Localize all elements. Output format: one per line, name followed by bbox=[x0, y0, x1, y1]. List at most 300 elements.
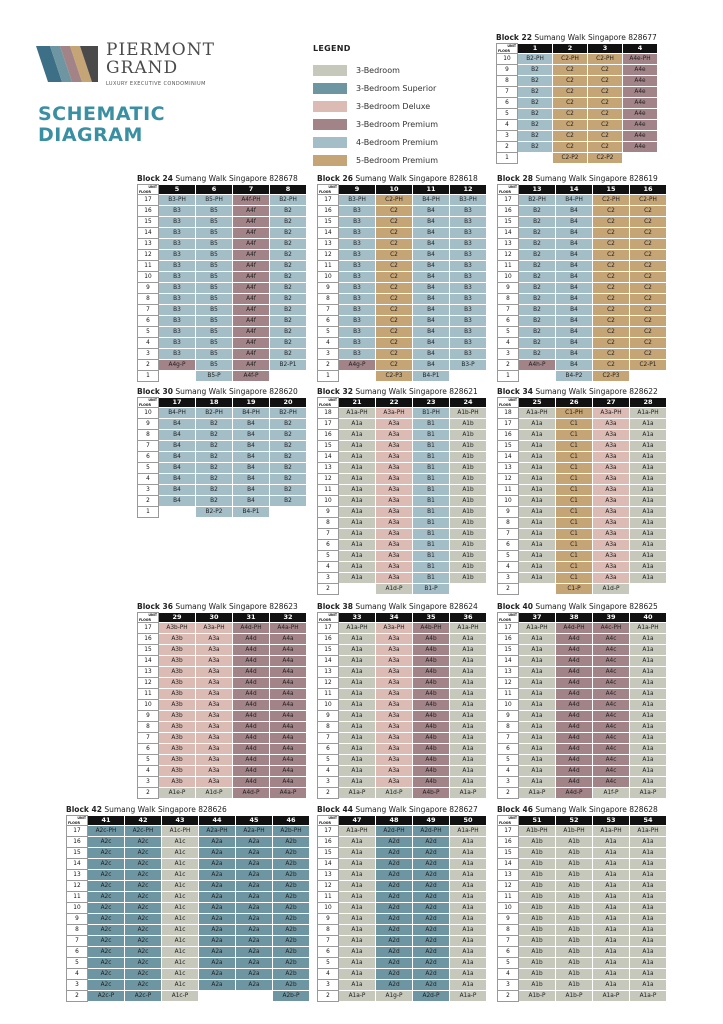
unit-number-header: 44 bbox=[199, 816, 236, 826]
unit-type-cell: A1a bbox=[339, 689, 376, 700]
floor-row bbox=[138, 496, 307, 507]
unit-type-cell: A1b bbox=[450, 529, 487, 540]
block-address: Sumang Walk Singapore 828619 bbox=[535, 174, 658, 183]
unit-type-cell: B5 bbox=[196, 316, 233, 327]
unit-type-cell: B3 bbox=[450, 283, 487, 294]
floor-number: 8 bbox=[318, 925, 339, 936]
floor-row bbox=[318, 272, 487, 283]
unit-type-cell: C2 bbox=[588, 109, 623, 120]
unit-type-cell: A1a bbox=[630, 689, 667, 700]
block-name: Block 26 bbox=[317, 174, 353, 183]
unit-type-cell: A3b bbox=[159, 667, 196, 678]
floor-number: 13 bbox=[498, 463, 519, 474]
unit-type-cell: A1a bbox=[339, 441, 376, 452]
unit-type-cell: B2 bbox=[519, 283, 556, 294]
unit-type-cell: C2 bbox=[553, 142, 588, 153]
unit-type-cell: C2 bbox=[630, 349, 667, 360]
unit-type-cell: B2 bbox=[519, 206, 556, 217]
unit-type-cell: A4d-PH bbox=[556, 623, 593, 634]
unit-number-header: 43 bbox=[162, 816, 199, 826]
unit-type-cell: A2a bbox=[199, 936, 236, 947]
unit-type-cell: B3 bbox=[339, 283, 376, 294]
unit-type-cell: A4e bbox=[623, 120, 658, 131]
unit-type-cell: C2 bbox=[553, 65, 588, 76]
unit-type-cell: A2a bbox=[199, 848, 236, 859]
legend-label: 3-Bedroom Premium bbox=[356, 119, 439, 129]
floor-number: 11 bbox=[498, 261, 519, 272]
unit-type-cell: A1g-P bbox=[376, 991, 413, 1002]
unit-type-cell: B3 bbox=[450, 338, 487, 349]
floor-row bbox=[498, 667, 667, 678]
floor-number: 7 bbox=[138, 305, 159, 316]
floor-number: 4 bbox=[318, 766, 339, 777]
floor-number: 10 bbox=[498, 496, 519, 507]
unit-type-cell: A3a bbox=[376, 722, 413, 733]
unit-type-cell: A3a bbox=[593, 419, 630, 430]
block-38 bbox=[317, 601, 487, 799]
unit-type-cell: A1a bbox=[593, 947, 630, 958]
unit-type-cell: A2c bbox=[88, 892, 125, 903]
block-address: Sumang Walk Singapore 828621 bbox=[355, 387, 478, 396]
unit-type-cell: B4 bbox=[413, 294, 450, 305]
unit-type-cell: A3a bbox=[196, 766, 233, 777]
unit-type-cell: A3a bbox=[593, 573, 630, 584]
unit-type-cell: A1a bbox=[519, 551, 556, 562]
unit-type-cell: A2c bbox=[125, 870, 162, 881]
unit-type-cell: B2 bbox=[270, 430, 307, 441]
unit-type-cell: A2d bbox=[376, 848, 413, 859]
unit-type-cell: B5 bbox=[196, 206, 233, 217]
unit-type-cell: A4d bbox=[556, 634, 593, 645]
unit-type-cell: B3-PH bbox=[339, 195, 376, 206]
floor-number: 14 bbox=[138, 228, 159, 239]
floor-row bbox=[318, 551, 487, 562]
unit-type-cell: A1a bbox=[339, 903, 376, 914]
unit-header-row bbox=[498, 398, 667, 408]
floor-number: 3 bbox=[498, 349, 519, 360]
unit-type-cell: C2 bbox=[630, 327, 667, 338]
floor-row bbox=[498, 250, 667, 261]
unit-type-cell: C2-P2 bbox=[553, 153, 588, 164]
floor-row bbox=[138, 722, 307, 733]
floor-number: 5 bbox=[498, 755, 519, 766]
floor-number: 6 bbox=[498, 744, 519, 755]
unit-type-cell: A1a bbox=[630, 529, 667, 540]
unit-type-cell: A1a bbox=[339, 925, 376, 936]
floor-row bbox=[498, 518, 667, 529]
unit-type-cell: A2c-PH bbox=[125, 826, 162, 837]
empty-cell bbox=[518, 153, 553, 164]
unit-type-cell: B3 bbox=[450, 217, 487, 228]
floor-number: 14 bbox=[138, 656, 159, 667]
unit-number-header: 8 bbox=[270, 185, 307, 195]
unit-type-cell: A4c bbox=[593, 744, 630, 755]
empty-cell bbox=[270, 371, 307, 382]
floor-number: 14 bbox=[318, 859, 339, 870]
floor-row bbox=[498, 645, 667, 656]
floor-row bbox=[498, 892, 667, 903]
unit-type-cell: B4 bbox=[233, 430, 270, 441]
legend-label: 3-Bedroom Deluxe bbox=[356, 101, 431, 111]
floor-number: 13 bbox=[318, 239, 339, 250]
unit-floor-corner bbox=[318, 816, 339, 826]
unit-type-cell: B4 bbox=[556, 338, 593, 349]
unit-type-cell: B4 bbox=[159, 474, 196, 485]
unit-type-cell: A2b-PH bbox=[273, 826, 310, 837]
unit-type-cell: A2b bbox=[273, 903, 310, 914]
unit-type-cell: C2 bbox=[376, 261, 413, 272]
unit-type-cell: A1c bbox=[162, 958, 199, 969]
floor-number: 3 bbox=[318, 349, 339, 360]
unit-type-cell: A4b bbox=[413, 700, 450, 711]
floor-row bbox=[498, 788, 667, 799]
floor-row bbox=[498, 338, 667, 349]
floor-row bbox=[498, 573, 667, 584]
unit-type-cell: A4a bbox=[270, 700, 307, 711]
floor-row bbox=[138, 667, 307, 678]
block-title bbox=[497, 601, 667, 612]
floor-number: 4 bbox=[498, 562, 519, 573]
unit-type-cell: B4 bbox=[233, 419, 270, 430]
unit-type-cell: B5 bbox=[196, 250, 233, 261]
floor-row bbox=[498, 228, 667, 239]
corner-unit-label: UNIT bbox=[508, 613, 517, 617]
block-title bbox=[317, 173, 487, 184]
floor-row bbox=[498, 969, 667, 980]
unit-type-cell: B4 bbox=[413, 338, 450, 349]
unit-type-cell: A2a bbox=[199, 892, 236, 903]
floor-row bbox=[498, 327, 667, 338]
floor-number: 9 bbox=[138, 419, 159, 430]
unit-type-cell: B2 bbox=[519, 250, 556, 261]
unit-type-cell: A2d bbox=[413, 980, 450, 991]
unit-type-cell: A1c-P bbox=[162, 991, 199, 1002]
floor-row bbox=[138, 656, 307, 667]
unit-number-header: 25 bbox=[519, 398, 556, 408]
unit-type-cell: A2a bbox=[199, 980, 236, 991]
floor-row bbox=[138, 623, 307, 634]
unit-type-cell: B2 bbox=[518, 142, 553, 153]
floor-number: 11 bbox=[498, 892, 519, 903]
unit-type-cell: A1b bbox=[556, 881, 593, 892]
unit-type-cell: C2 bbox=[630, 338, 667, 349]
floor-number: 11 bbox=[138, 261, 159, 272]
unit-number-header: 36 bbox=[450, 613, 487, 623]
floor-number: 11 bbox=[498, 485, 519, 496]
unit-type-cell: B3 bbox=[450, 228, 487, 239]
unit-type-cell: A1a bbox=[630, 914, 667, 925]
unit-type-cell: A1a bbox=[339, 551, 376, 562]
unit-type-cell: B4 bbox=[413, 228, 450, 239]
empty-cell bbox=[236, 991, 273, 1002]
unit-type-cell: A1c bbox=[162, 859, 199, 870]
floor-row bbox=[498, 689, 667, 700]
unit-type-cell: A1a bbox=[339, 562, 376, 573]
unit-type-cell: A1a bbox=[630, 700, 667, 711]
unit-type-cell: A2d bbox=[376, 947, 413, 958]
unit-number-header: 6 bbox=[196, 185, 233, 195]
unit-type-cell: A2c bbox=[125, 914, 162, 925]
unit-type-cell: A1a bbox=[593, 969, 630, 980]
unit-type-cell: B4 bbox=[413, 327, 450, 338]
unit-type-cell: C2 bbox=[593, 206, 630, 217]
floor-number: 15 bbox=[318, 441, 339, 452]
floor-number: 6 bbox=[498, 540, 519, 551]
block-title bbox=[497, 173, 667, 184]
floor-number: 2 bbox=[67, 991, 88, 1002]
empty-cell bbox=[519, 371, 556, 382]
floor-row bbox=[138, 217, 307, 228]
unit-type-cell: B4 bbox=[233, 441, 270, 452]
unit-type-cell: C1 bbox=[556, 430, 593, 441]
unit-type-cell: A3b bbox=[159, 634, 196, 645]
unit-type-cell: A1b bbox=[450, 463, 487, 474]
floor-row bbox=[138, 250, 307, 261]
unit-type-cell: B1 bbox=[413, 474, 450, 485]
unit-type-cell: A1c-PH bbox=[162, 826, 199, 837]
unit-type-cell: A4f bbox=[233, 327, 270, 338]
unit-type-cell: A1a bbox=[630, 947, 667, 958]
unit-floor-corner bbox=[318, 398, 339, 408]
unit-type-cell: A1a bbox=[339, 645, 376, 656]
unit-number-header: 16 bbox=[630, 185, 667, 195]
unit-type-cell: C2 bbox=[593, 349, 630, 360]
unit-type-cell: A1c bbox=[162, 903, 199, 914]
unit-type-cell: A2d bbox=[413, 914, 450, 925]
unit-type-cell: A1d-P bbox=[196, 788, 233, 799]
unit-type-cell: A1b bbox=[519, 848, 556, 859]
unit-type-cell: A4d bbox=[233, 700, 270, 711]
floor-row bbox=[498, 463, 667, 474]
block-44 bbox=[317, 804, 487, 1002]
unit-type-cell: C2-P2 bbox=[588, 153, 623, 164]
floor-row bbox=[138, 452, 307, 463]
unit-type-cell: C2 bbox=[588, 98, 623, 109]
floor-row bbox=[498, 991, 667, 1002]
unit-number-header: 2 bbox=[553, 44, 588, 54]
unit-type-cell: A1a bbox=[630, 463, 667, 474]
block-name: Block 36 bbox=[137, 602, 173, 611]
unit-type-cell: A1a bbox=[450, 947, 487, 958]
floor-number: 16 bbox=[138, 206, 159, 217]
unit-type-cell: A1b bbox=[519, 958, 556, 969]
unit-type-cell: A1a bbox=[339, 711, 376, 722]
unit-number-header: 13 bbox=[519, 185, 556, 195]
floor-row bbox=[318, 755, 487, 766]
unit-type-cell: C1 bbox=[556, 529, 593, 540]
unit-type-cell: A1b bbox=[556, 848, 593, 859]
unit-type-cell: A1b bbox=[450, 485, 487, 496]
floor-row bbox=[498, 496, 667, 507]
unit-type-cell: C2 bbox=[376, 239, 413, 250]
logo-tagline: LUXURY EXECUTIVE CONDOMINIUM bbox=[106, 81, 206, 87]
unit-type-cell: A2d bbox=[413, 958, 450, 969]
floor-number: 6 bbox=[138, 452, 159, 463]
unit-type-cell: A4a bbox=[270, 733, 307, 744]
floor-row bbox=[138, 463, 307, 474]
unit-floor-corner bbox=[498, 613, 519, 623]
unit-type-cell: A3a bbox=[376, 777, 413, 788]
unit-type-cell: B3 bbox=[339, 272, 376, 283]
unit-type-cell: C2 bbox=[593, 294, 630, 305]
floor-number: 17 bbox=[138, 195, 159, 206]
floor-row bbox=[318, 327, 487, 338]
unit-type-cell: B2 bbox=[270, 496, 307, 507]
block-address: Sumang Walk Singapore 828627 bbox=[355, 805, 478, 814]
unit-type-cell: A4c bbox=[593, 766, 630, 777]
unit-type-cell: C2 bbox=[376, 305, 413, 316]
unit-type-cell: A1a bbox=[630, 837, 667, 848]
unit-type-cell: A2c bbox=[88, 936, 125, 947]
floor-row bbox=[498, 283, 667, 294]
unit-type-cell: A4b bbox=[413, 645, 450, 656]
unit-type-cell: A1a bbox=[339, 452, 376, 463]
unit-type-cell: C1-PH bbox=[556, 408, 593, 419]
unit-type-cell: B3 bbox=[450, 305, 487, 316]
floor-number: 8 bbox=[497, 76, 518, 87]
unit-type-cell: B4 bbox=[159, 463, 196, 474]
unit-type-cell: C2 bbox=[630, 239, 667, 250]
unit-type-cell: B1 bbox=[413, 485, 450, 496]
unit-type-cell: C2 bbox=[593, 338, 630, 349]
unit-type-cell: A1a bbox=[519, 689, 556, 700]
floor-number: 10 bbox=[318, 903, 339, 914]
unit-type-cell: C2 bbox=[553, 87, 588, 98]
unit-type-cell: A1c bbox=[162, 837, 199, 848]
unit-type-cell: A2b bbox=[273, 870, 310, 881]
floor-row bbox=[318, 584, 487, 595]
block-address: Sumang Walk Singapore 828678 bbox=[175, 174, 298, 183]
floor-number: 16 bbox=[318, 430, 339, 441]
unit-type-cell: A2c bbox=[125, 903, 162, 914]
unit-type-cell: A1b bbox=[556, 870, 593, 881]
unit-type-cell: B2 bbox=[196, 474, 233, 485]
floor-row bbox=[67, 925, 310, 936]
unit-type-cell: A2a bbox=[236, 914, 273, 925]
unit-type-cell: B4 bbox=[413, 283, 450, 294]
unit-type-cell: B3 bbox=[159, 217, 196, 228]
floor-row bbox=[498, 623, 667, 634]
unit-type-cell: A3a-PH bbox=[376, 623, 413, 634]
block-address: Sumang Walk Singapore 828620 bbox=[175, 387, 298, 396]
empty-cell bbox=[339, 584, 376, 595]
unit-type-cell: A1a bbox=[339, 755, 376, 766]
floor-row bbox=[67, 848, 310, 859]
unit-type-cell: A4a bbox=[270, 634, 307, 645]
unit-type-cell: B2 bbox=[270, 272, 307, 283]
unit-type-cell: A1a bbox=[450, 914, 487, 925]
floor-number: 7 bbox=[498, 936, 519, 947]
floor-number: 15 bbox=[318, 217, 339, 228]
floor-row bbox=[318, 239, 487, 250]
unit-type-cell: A3a bbox=[376, 744, 413, 755]
unit-type-cell: B1 bbox=[413, 419, 450, 430]
unit-type-cell: C1 bbox=[556, 419, 593, 430]
unit-type-cell: B2 bbox=[519, 316, 556, 327]
unit-type-cell: B2 bbox=[270, 419, 307, 430]
unit-type-cell: A4f bbox=[233, 360, 270, 371]
unit-type-cell: A1a bbox=[630, 656, 667, 667]
floor-number: 11 bbox=[138, 689, 159, 700]
floor-row bbox=[318, 360, 487, 371]
floor-number: 5 bbox=[67, 958, 88, 969]
floor-number: 5 bbox=[138, 463, 159, 474]
unit-type-cell: A1a bbox=[519, 518, 556, 529]
unit-number-header: 49 bbox=[413, 816, 450, 826]
unit-type-cell: B1 bbox=[413, 529, 450, 540]
unit-type-cell: A1a bbox=[630, 744, 667, 755]
unit-type-cell: A1a bbox=[339, 518, 376, 529]
block-name: Block 32 bbox=[317, 387, 353, 396]
unit-type-cell: C2 bbox=[593, 360, 630, 371]
unit-type-cell: A3b bbox=[159, 689, 196, 700]
unit-type-cell: A1b bbox=[519, 947, 556, 958]
unit-type-cell: A1a bbox=[339, 573, 376, 584]
unit-type-cell: A1a bbox=[630, 881, 667, 892]
unit-type-cell: A4e bbox=[623, 65, 658, 76]
floor-row bbox=[498, 217, 667, 228]
unit-type-cell: C2 bbox=[593, 327, 630, 338]
unit-type-cell: B4 bbox=[233, 463, 270, 474]
unit-type-cell: A2c bbox=[88, 925, 125, 936]
unit-type-cell: B4-P1 bbox=[413, 371, 450, 382]
floor-number: 9 bbox=[498, 914, 519, 925]
unit-type-cell: A3a bbox=[376, 463, 413, 474]
unit-type-cell: A1b bbox=[556, 914, 593, 925]
unit-type-cell: A1a bbox=[630, 540, 667, 551]
floor-row bbox=[498, 634, 667, 645]
floor-row bbox=[318, 969, 487, 980]
unit-type-cell: A4f bbox=[233, 338, 270, 349]
unit-type-cell: A4a bbox=[270, 689, 307, 700]
unit-type-cell: A1b bbox=[450, 540, 487, 551]
floor-number: 2 bbox=[138, 496, 159, 507]
floor-row bbox=[318, 529, 487, 540]
unit-type-cell: B3 bbox=[159, 239, 196, 250]
unit-type-cell: B3 bbox=[339, 294, 376, 305]
unit-type-cell: A1a bbox=[339, 656, 376, 667]
unit-type-cell: B3 bbox=[159, 327, 196, 338]
unit-type-cell: A1a bbox=[339, 507, 376, 518]
unit-type-cell: A4f-P bbox=[233, 371, 270, 382]
unit-type-cell: B4 bbox=[556, 239, 593, 250]
floor-number: 10 bbox=[67, 903, 88, 914]
unit-type-cell: A3a bbox=[376, 733, 413, 744]
unit-type-cell: C2-P1 bbox=[630, 360, 667, 371]
unit-type-cell: A2b bbox=[273, 947, 310, 958]
unit-number-header: 53 bbox=[593, 816, 630, 826]
floor-row bbox=[138, 294, 307, 305]
block-name: Block 30 bbox=[137, 387, 173, 396]
floor-number: 8 bbox=[498, 722, 519, 733]
unit-schedule-table bbox=[497, 184, 667, 382]
unit-type-cell: A3a bbox=[376, 474, 413, 485]
unit-type-cell: A2c bbox=[88, 903, 125, 914]
unit-type-cell: C2 bbox=[588, 87, 623, 98]
unit-type-cell: A1a bbox=[450, 678, 487, 689]
unit-type-cell: C1 bbox=[556, 551, 593, 562]
unit-type-cell: A3a bbox=[376, 766, 413, 777]
unit-type-cell: C2 bbox=[593, 239, 630, 250]
unit-type-cell: B4 bbox=[233, 496, 270, 507]
unit-type-cell: A1a-PH bbox=[630, 826, 667, 837]
floor-number: 14 bbox=[318, 656, 339, 667]
floor-row bbox=[138, 360, 307, 371]
floor-number: 10 bbox=[318, 272, 339, 283]
floor-number: 7 bbox=[318, 936, 339, 947]
unit-header-row bbox=[318, 816, 487, 826]
unit-type-cell: A3a bbox=[196, 722, 233, 733]
